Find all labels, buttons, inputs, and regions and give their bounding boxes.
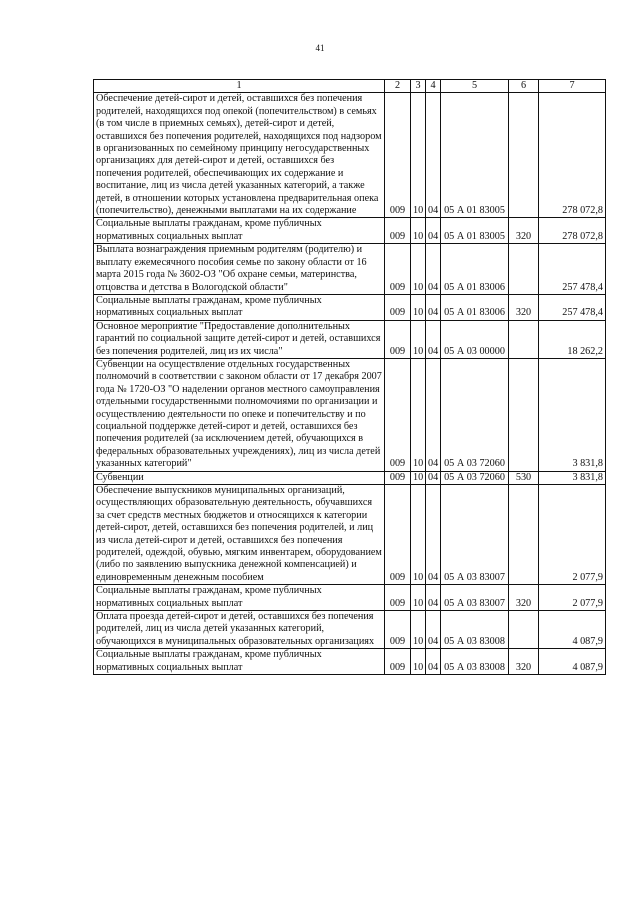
code-section-cell: 10 — [411, 320, 426, 358]
code-admin-cell: 009 — [385, 649, 411, 675]
row-name-cell: Обеспечение детей-сирот и детей, оставшихся без попечения родителей, находящихся под опекой (попечительством) в семьях (в том числе в приемных семьях), детей-сирот и детей, оставшихся без попечения родителей, находящихся под надзором в организованных по семейному принципу негосударственных организациях для детей-сирот и детей, оставшихся без попечения родителей, обеспечивающих их содержание и воспитание, лиц из числа детей указанных категорий, а также детей, в отношении которых установлена предварительная опека (попечительство), денежными выплатами на их содержание — [94, 93, 385, 218]
column-header: 4 — [426, 80, 441, 93]
code-expense-type-cell — [509, 358, 539, 471]
row-name-cell: Социальные выплаты гражданам, кроме публичных нормативных социальных выплат — [94, 218, 385, 244]
code-subsection-cell: 04 — [426, 585, 441, 611]
row-name-cell: Субвенции на осуществление отдельных государственных полномочий в соответствии с законом области от 17 декабря 2007 года № 1720-ОЗ "О наделении органов местного самоуправления отдельными государственными полномочиями по организации и осуществлению деятельности по опеке и попечительству и по социальной поддержке детей-сирот и детей, оставшихся без попечения родителей (за исключением детей, обучающихся в федеральных образовательных учреждениях), лиц из числа детей указанных категорий" — [94, 358, 385, 471]
amount-cell: 257 478,4 — [539, 244, 606, 295]
code-subsection-cell: 04 — [426, 244, 441, 295]
code-section-cell: 10 — [411, 358, 426, 471]
table-row — [94, 218, 606, 244]
amount-cell: 278 072,8 — [539, 93, 606, 218]
column-header: 2 — [385, 80, 411, 93]
code-admin-cell: 009 — [385, 485, 411, 585]
code-admin-cell: 009 — [385, 471, 411, 484]
code-subsection-cell: 04 — [426, 649, 441, 675]
code-section-cell: 10 — [411, 218, 426, 244]
amount-cell: 2 077,9 — [539, 585, 606, 611]
code-section-cell: 10 — [411, 294, 426, 320]
code-admin-cell: 009 — [385, 294, 411, 320]
code-target-cell: 05 А 03 83008 — [441, 611, 509, 649]
table-row — [94, 585, 606, 611]
code-target-cell: 05 А 01 83005 — [441, 218, 509, 244]
code-section-cell: 10 — [411, 485, 426, 585]
code-expense-type-cell: 530 — [509, 471, 539, 484]
table-row — [94, 611, 606, 649]
row-name-cell: Основное мероприятие "Предоставление дополнительных гарантий по социальной защите детей-сирот и детей, оставшихся без попечения родителей, лиц из их числа" — [94, 320, 385, 358]
header-row — [94, 80, 606, 93]
code-admin-cell: 009 — [385, 320, 411, 358]
code-expense-type-cell: 320 — [509, 294, 539, 320]
code-subsection-cell: 04 — [426, 611, 441, 649]
code-subsection-cell: 04 — [426, 93, 441, 218]
row-name-cell: Субвенции — [94, 471, 385, 484]
code-expense-type-cell: 320 — [509, 218, 539, 244]
code-expense-type-cell — [509, 611, 539, 649]
code-admin-cell: 009 — [385, 218, 411, 244]
code-subsection-cell: 04 — [426, 471, 441, 484]
code-subsection-cell: 04 — [426, 320, 441, 358]
amount-cell: 3 831,8 — [539, 358, 606, 471]
code-target-cell: 05 А 03 83007 — [441, 585, 509, 611]
code-target-cell: 05 А 03 72060 — [441, 358, 509, 471]
table-row — [94, 358, 606, 471]
code-admin-cell: 009 — [385, 358, 411, 471]
code-admin-cell: 009 — [385, 93, 411, 218]
row-name-cell: Социальные выплаты гражданам, кроме публичных нормативных социальных выплат — [94, 585, 385, 611]
code-section-cell: 10 — [411, 471, 426, 484]
row-name-cell: Социальные выплаты гражданам, кроме публичных нормативных социальных выплат — [94, 649, 385, 675]
column-header: 7 — [539, 80, 606, 93]
code-target-cell: 05 А 01 83006 — [441, 294, 509, 320]
amount-cell: 257 478,4 — [539, 294, 606, 320]
code-target-cell: 05 А 03 72060 — [441, 471, 509, 484]
code-subsection-cell: 04 — [426, 294, 441, 320]
code-subsection-cell: 04 — [426, 358, 441, 471]
column-header: 6 — [509, 80, 539, 93]
table-row — [94, 649, 606, 675]
code-section-cell: 10 — [411, 611, 426, 649]
code-expense-type-cell: 320 — [509, 585, 539, 611]
code-section-cell: 10 — [411, 244, 426, 295]
table-row — [94, 471, 606, 484]
row-name-cell: Оплата проезда детей-сирот и детей, оставшихся без попечения родителей, лиц из числа детей указанных категорий, обучающихся в муниципальных образовательных организациях — [94, 611, 385, 649]
code-target-cell: 05 А 03 83008 — [441, 649, 509, 675]
amount-cell: 4 087,9 — [539, 611, 606, 649]
code-target-cell: 05 А 03 00000 — [441, 320, 509, 358]
row-name-cell: Социальные выплаты гражданам, кроме публичных нормативных социальных выплат — [94, 294, 385, 320]
code-target-cell: 05 А 03 83007 — [441, 485, 509, 585]
code-admin-cell: 009 — [385, 244, 411, 295]
table-row — [94, 485, 606, 585]
table-row — [94, 294, 606, 320]
code-admin-cell: 009 — [385, 611, 411, 649]
code-expense-type-cell — [509, 244, 539, 295]
table-row — [94, 320, 606, 358]
amount-cell: 18 262,2 — [539, 320, 606, 358]
amount-cell: 278 072,8 — [539, 218, 606, 244]
code-subsection-cell: 04 — [426, 485, 441, 585]
code-subsection-cell: 04 — [426, 218, 441, 244]
table-row — [94, 244, 606, 295]
code-section-cell: 10 — [411, 649, 426, 675]
amount-cell: 4 087,9 — [539, 649, 606, 675]
code-target-cell: 05 А 01 83006 — [441, 244, 509, 295]
page-number: 41 — [315, 43, 325, 53]
code-expense-type-cell — [509, 320, 539, 358]
code-expense-type-cell: 320 — [509, 649, 539, 675]
code-section-cell: 10 — [411, 93, 426, 218]
column-header: 3 — [411, 80, 426, 93]
budget-table — [93, 79, 606, 675]
row-name-cell: Обеспечение выпускников муниципальных организаций, осуществляющих образовательную деятельность, обучавшихся за счет средств местных бюджетов и относящихся к категории детей-сирот, детей, оставшихся без попечения родителей, и лиц из числа детей-сирот и детей, оставшихся без попечения родителей, одеждой, обувью, мягким инвентарем, оборудованием (либо по заявлению выпускника денежной компенсацией) и единовременным денежным пособием — [94, 485, 385, 585]
column-header: 5 — [441, 80, 509, 93]
amount-cell: 2 077,9 — [539, 485, 606, 585]
code-expense-type-cell — [509, 93, 539, 218]
code-section-cell: 10 — [411, 585, 426, 611]
code-admin-cell: 009 — [385, 585, 411, 611]
amount-cell: 3 831,8 — [539, 471, 606, 484]
column-header: 1 — [94, 80, 385, 93]
code-expense-type-cell — [509, 485, 539, 585]
code-target-cell: 05 А 01 83005 — [441, 93, 509, 218]
row-name-cell: Выплата вознаграждения приемным родителям (родителю) и выплату ежемесячного пособия семье по закону области от 16 марта 2015 года № 3602-ОЗ "Об охране семьи, материнства, отцовства и детства в Вологодской области" — [94, 244, 385, 295]
table-row — [94, 93, 606, 218]
